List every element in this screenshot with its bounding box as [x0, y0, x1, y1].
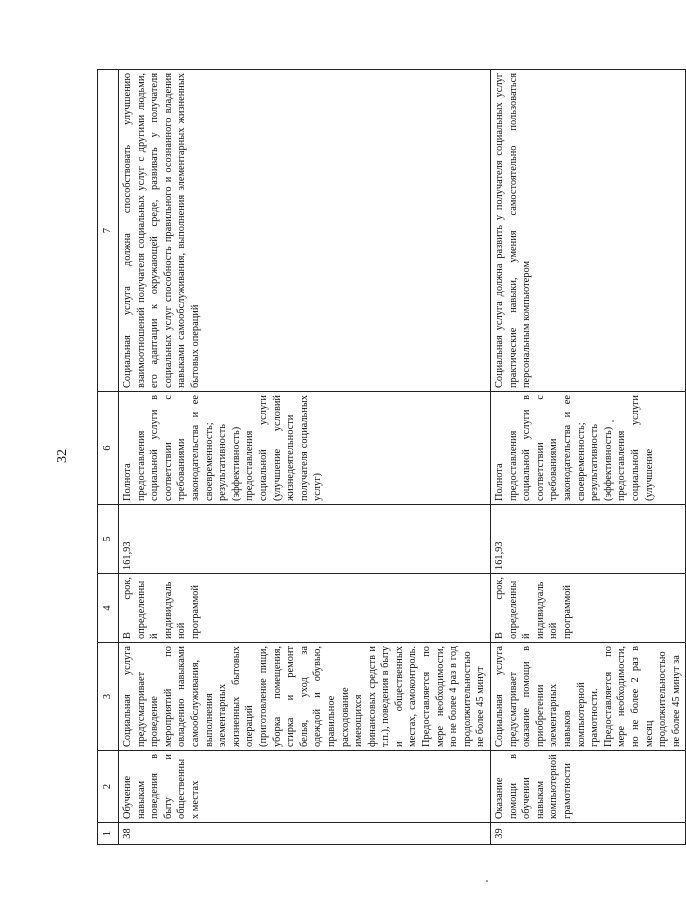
services-table-container	[97, 70, 682, 845]
header-cell-7: 7	[98, 70, 119, 392]
service-term: В срок, определенный индивидуальной программой	[119, 574, 491, 643]
header-cell-6: 6	[98, 392, 119, 505]
service-conditions: Социальная услуга должна способствовать улучшению взаимоотношений получателя социальных услуг с другими людьми, его адаптации к окружающей среде, развивать у получателя социальных услуг способность правильного и осознанного владения навыками самообслуживания, выполнения элементарных жизненных бытовых операций	[119, 70, 491, 392]
header-cell-4: 4	[98, 574, 119, 643]
quality-indicators: Полнота предоставления социальной услуги в соответствии с требованиями законодательства и ее своевременность; результативность (эффективность) предоставления социальной услуги (улучшение	[491, 392, 686, 505]
scan-speck	[612, 420, 614, 422]
header-cell-3: 3	[98, 643, 119, 751]
header-cell-1: 1	[98, 823, 119, 845]
service-conditions: Социальная услуга должна развить у получателя социальных услуг практические навыки, умения самостоятельно пользоваться персональным компьютером	[491, 70, 686, 392]
service-name: Обучение навыкам поведения в быту и общественных местах	[119, 751, 491, 823]
services-table	[97, 69, 686, 845]
table-row	[119, 70, 491, 845]
service-tariff: 161,93	[491, 505, 686, 574]
service-tariff: 161,93	[119, 505, 491, 574]
row-number: 39	[491, 823, 686, 845]
header-cell-5: 5	[98, 505, 119, 574]
table-row	[491, 70, 686, 845]
service-content: Социальная услуга предусматривает проведение мероприятий по овладению навыками самообслуживания, выполнения элементарных жизненных бытовых операций (приготовление пищи, уборка помещения, стирка и ремонт белья, уход за одеждой и обувью, правильное расходование имеющихся финансовых средств и т.п.), поведения в быту и общественных местах, самоконтроль. Предоставляется по мере необходимости, но не более 4 раз в год продолжительностью не более 45 минут	[119, 643, 491, 751]
service-content: Социальная услуга предусматривает оказание помощи в приобретении элементарных навыков компьютерной грамотности. Предоставляется по мере необходимости, но не более 2 раз в месяц продолжительностью не более 45 минут за	[491, 643, 686, 751]
quality-indicators: Полнота предоставления социальной услуги в соответствии с требованиями законодательства и ее своевременность; результативность (эффективность) предоставления социальной услуги (улучшение условий жизнедеятельности получателя социальных услуг)	[119, 392, 491, 505]
scan-speck	[486, 880, 488, 882]
row-number: 38	[119, 823, 491, 845]
header-cell-2: 2	[98, 751, 119, 823]
service-name: Оказание помощи в обучении навыкам компьютерной грамотности	[491, 751, 686, 823]
header-row	[98, 70, 119, 845]
service-term: В срок, определенный индивидуальной программой	[491, 574, 686, 643]
page-number: 32	[55, 449, 70, 463]
